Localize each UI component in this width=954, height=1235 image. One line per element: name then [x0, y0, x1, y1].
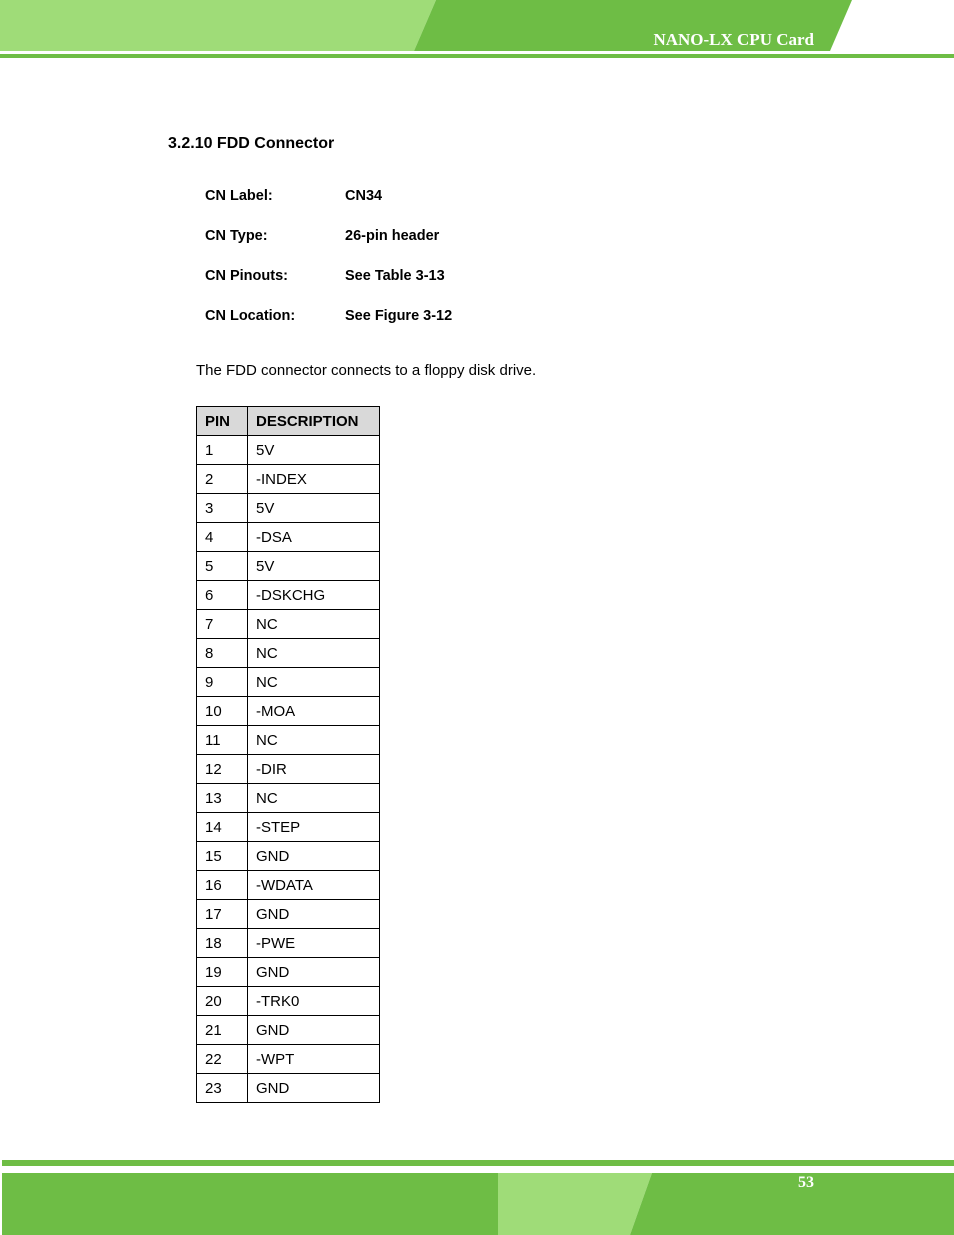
table-row [197, 436, 380, 465]
spec-value: 26-pin header [345, 228, 440, 244]
pin-description-cell: GND [248, 1074, 380, 1103]
spec-row [205, 308, 452, 324]
pin-description-cell: -WDATA [248, 871, 380, 900]
pin-number-cell: 21 [197, 1016, 248, 1045]
pin-description-cell: -INDEX [248, 465, 380, 494]
pin-number-cell: 19 [197, 958, 248, 987]
pin-number-cell: 16 [197, 871, 248, 900]
pin-number-cell: 3 [197, 494, 248, 523]
pin-description-cell: -DIR [248, 755, 380, 784]
pin-description-cell: 5V [248, 552, 380, 581]
pin-description-cell: -DSKCHG [248, 581, 380, 610]
pin-number-cell: 13 [197, 784, 248, 813]
pin-description-cell: NC [248, 610, 380, 639]
pinout-table [196, 406, 380, 1103]
table-row [197, 813, 380, 842]
column-header-description: DESCRIPTION [248, 407, 380, 436]
table-row [197, 784, 380, 813]
pin-number-cell: 2 [197, 465, 248, 494]
spec-value: See Figure 3-12 [345, 308, 453, 324]
table-row [197, 726, 380, 755]
pin-description-cell: -DSA [248, 523, 380, 552]
pin-number-cell: 8 [197, 639, 248, 668]
header-title: NANO-LX CPU Card [653, 30, 814, 49]
pin-number-cell: 22 [197, 1045, 248, 1074]
table-row [197, 987, 380, 1016]
table-row [197, 523, 380, 552]
table-row [197, 958, 380, 987]
table-row [197, 639, 380, 668]
pin-number-cell: 10 [197, 697, 248, 726]
spec-value: See Table 3-13 [345, 268, 445, 284]
table-row [197, 755, 380, 784]
pin-number-cell: 4 [197, 523, 248, 552]
pin-number-cell: 7 [197, 610, 248, 639]
pin-description-cell: -STEP [248, 813, 380, 842]
table-row [197, 668, 380, 697]
table-row [197, 610, 380, 639]
pin-number-cell: 5 [197, 552, 248, 581]
pin-description-cell: GND [248, 900, 380, 929]
pin-description-cell: GND [248, 1016, 380, 1045]
table-row [197, 871, 380, 900]
spec-label: CN Pinouts: [205, 268, 288, 284]
pin-number-cell: 18 [197, 929, 248, 958]
table-row [197, 929, 380, 958]
pin-number-cell: 17 [197, 900, 248, 929]
intro-text: The FDD connector connects to a floppy disk drive. [196, 362, 537, 379]
pin-number-cell: 20 [197, 987, 248, 1016]
pin-description-cell: GND [248, 958, 380, 987]
pin-number-cell: 12 [197, 755, 248, 784]
table-row [197, 581, 380, 610]
table-header-row [197, 407, 380, 436]
table-row [197, 1074, 380, 1103]
table-row [197, 552, 380, 581]
table-body [197, 436, 380, 1103]
pin-number-cell: 15 [197, 842, 248, 871]
pin-number-cell: 6 [197, 581, 248, 610]
pin-description-cell: NC [248, 639, 380, 668]
table-row [197, 842, 380, 871]
spec-label: CN Label: [205, 188, 273, 204]
pin-number-cell: 1 [197, 436, 248, 465]
spec-row [205, 268, 445, 284]
table-row [197, 1016, 380, 1045]
pin-description-cell: -PWE [248, 929, 380, 958]
pin-description-cell: NC [248, 784, 380, 813]
spec-label: CN Type: [205, 228, 268, 244]
column-header-pin: PIN [197, 407, 248, 436]
pin-description-cell: NC [248, 726, 380, 755]
pin-description-cell: -MOA [248, 697, 380, 726]
pin-number-cell: 11 [197, 726, 248, 755]
pin-number-cell: 23 [197, 1074, 248, 1103]
pin-description-cell: GND [248, 842, 380, 871]
pin-description-cell: 5V [248, 436, 380, 465]
pin-number-cell: 9 [197, 668, 248, 697]
pin-number-cell: 14 [197, 813, 248, 842]
page-number: 53 [798, 1174, 814, 1191]
pin-description-cell: -TRK0 [248, 987, 380, 1016]
spec-label: CN Location: [205, 308, 296, 324]
table-row [197, 697, 380, 726]
spec-value: CN34 [345, 188, 383, 204]
footer-band [0, 1160, 954, 1235]
section-heading: 3.2.10 FDD Connector [168, 135, 335, 152]
table-row [197, 465, 380, 494]
table-row [197, 1045, 380, 1074]
spec-row [205, 188, 382, 204]
spec-row [205, 228, 439, 244]
table-row [197, 900, 380, 929]
pin-description-cell: -WPT [248, 1045, 380, 1074]
pin-description-cell: NC [248, 668, 380, 697]
pin-description-cell: 5V [248, 494, 380, 523]
table-row [197, 494, 380, 523]
